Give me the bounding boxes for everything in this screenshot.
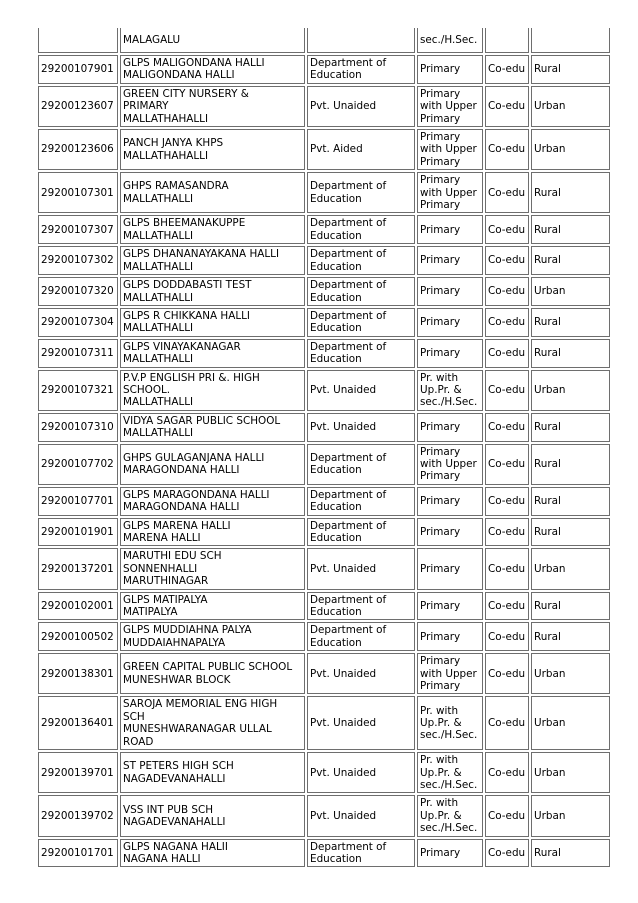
management-cell — [307, 172, 415, 213]
school-code-cell: 29200100502 — [38, 622, 118, 651]
management-line: Department of — [310, 248, 387, 261]
area-cell: Urban — [531, 653, 610, 694]
area-cell: Rural — [531, 839, 610, 868]
school-code-cell: 29200107302 — [38, 246, 118, 275]
management-cell — [307, 277, 415, 306]
table-row — [38, 370, 610, 411]
school-name-line: GHPS RAMASANDRA — [123, 180, 229, 193]
gender-cell: Co-edu — [485, 696, 529, 750]
category-line: Primary — [420, 562, 461, 575]
category-line: Primary — [420, 445, 461, 458]
management-cell — [307, 839, 415, 868]
category-cell — [417, 339, 483, 368]
school-name-cell — [120, 28, 305, 53]
management-line: Department of — [310, 488, 387, 501]
school-code-cell: 29200101901 — [38, 518, 118, 547]
table-row — [38, 548, 610, 589]
management-cell — [307, 444, 415, 485]
gender-cell: Co-edu — [485, 308, 529, 337]
gender-cell: Co-edu — [485, 518, 529, 547]
school-name-line: MALLATHALLI — [123, 353, 194, 366]
category-cell — [417, 413, 483, 442]
gender-cell: Co-edu — [485, 215, 529, 244]
management-line: Department of — [310, 309, 387, 322]
school-name-line: MARAGONDANA HALLI — [123, 501, 240, 514]
category-line: sec./H.Sec. — [420, 729, 478, 742]
category-line: sec./H.Sec. — [420, 396, 478, 409]
school-name-line: MUNESHWAR BLOCK — [123, 673, 231, 686]
management-line: Department of — [310, 624, 387, 637]
table-row — [38, 246, 610, 275]
management-line: Education — [310, 852, 362, 865]
school-code-cell: 29200123606 — [38, 129, 118, 170]
school-code-cell: 29200107311 — [38, 339, 118, 368]
category-line: Primary — [420, 680, 461, 693]
school-code-cell: 29200107320 — [38, 277, 118, 306]
school-name-line: MALAGALU — [123, 33, 181, 46]
school-name-line: MUNESHWARANAGAR ULLAL — [123, 723, 272, 736]
gender-cell: Co-edu — [485, 86, 529, 127]
management-line: Pvt. Unaided — [310, 420, 377, 433]
management-line: Pvt. Unaided — [310, 717, 377, 730]
table-row — [38, 795, 610, 836]
category-cell — [417, 548, 483, 589]
school-name-cell — [120, 653, 305, 694]
school-name-cell — [120, 518, 305, 547]
category-line: Up.Pr. & — [420, 766, 462, 779]
school-code-cell: 29200107304 — [38, 308, 118, 337]
table-row — [38, 339, 610, 368]
school-name-cell — [120, 548, 305, 589]
category-cell — [417, 487, 483, 516]
school-code-cell: 29200102001 — [38, 592, 118, 621]
management-line: Education — [310, 606, 362, 619]
school-name-line: MALLATHALLI — [123, 229, 194, 242]
school-name-line: GLPS DHANANAYAKANA HALLI — [123, 248, 280, 261]
category-line: Up.Pr. & — [420, 383, 462, 396]
management-line: Pvt. Unaided — [310, 766, 377, 779]
table-row — [38, 592, 610, 621]
category-cell — [417, 653, 483, 694]
category-line: Primary — [420, 599, 461, 612]
gender-cell: Co-edu — [485, 55, 529, 84]
management-cell — [307, 86, 415, 127]
category-cell — [417, 308, 483, 337]
management-line: Education — [310, 532, 362, 544]
school-code-cell: 29200107702 — [38, 444, 118, 485]
category-cell — [417, 129, 483, 170]
school-code-cell: 29200107310 — [38, 413, 118, 442]
management-line: Education — [310, 229, 362, 242]
category-line: Primary — [420, 346, 461, 359]
category-line: Primary — [420, 420, 461, 433]
category-line: Up.Pr. & — [420, 809, 462, 822]
management-cell — [307, 592, 415, 621]
school-name-line: NAGADEVANAHALLI — [123, 772, 226, 785]
management-line: Pvt. Unaided — [310, 100, 377, 113]
area-cell: Urban — [531, 370, 610, 411]
gender-cell: Co-edu — [485, 592, 529, 621]
school-name-cell — [120, 696, 305, 750]
category-cell — [417, 370, 483, 411]
gender-cell: Co-edu — [485, 277, 529, 306]
management-line: Pvt. Unaided — [310, 667, 377, 680]
area-cell: Rural — [531, 487, 610, 516]
table-row — [38, 172, 610, 213]
area-cell: Rural — [531, 246, 610, 275]
management-cell — [307, 246, 415, 275]
table-row — [38, 653, 610, 694]
school-name-cell — [120, 752, 305, 793]
management-line: Education — [310, 464, 362, 477]
school-name-line: GLPS MATIPALYA — [123, 593, 208, 606]
school-name-line: NAGANA HALLI — [123, 852, 201, 865]
school-name-line: GLPS DODDABASTI TEST — [123, 279, 252, 292]
table-row — [38, 129, 610, 170]
school-code-cell: 29200107321 — [38, 370, 118, 411]
school-name-line: P.V.P ENGLISH PRI &. HIGH — [123, 371, 260, 384]
category-line: with Upper — [420, 457, 477, 470]
management-line: Education — [310, 353, 362, 366]
category-line: Primary — [420, 470, 461, 483]
table-row — [38, 28, 610, 53]
management-line: Department of — [310, 217, 387, 230]
category-line: Up.Pr. & — [420, 717, 462, 730]
school-code-cell: 29200101701 — [38, 839, 118, 868]
area-cell: Rural — [531, 622, 610, 651]
school-code-cell: 29200107701 — [38, 487, 118, 516]
management-cell — [307, 28, 415, 53]
management-line: Education — [310, 636, 362, 649]
management-cell — [307, 622, 415, 651]
school-name-line: GLPS VINAYAKANAGAR — [123, 340, 241, 353]
area-cell: Urban — [531, 752, 610, 793]
school-name-line: MARUTHI EDU SCH — [123, 550, 222, 563]
category-line: Primary — [420, 846, 461, 859]
school-name-cell — [120, 622, 305, 651]
category-line: with Upper — [420, 667, 477, 680]
school-name-line: MALLATHALLI — [123, 427, 194, 440]
management-cell — [307, 696, 415, 750]
school-name-line: PANCH JANYA KHPS — [123, 137, 224, 150]
school-name-line: VIDYA SAGAR PUBLIC SCHOOL — [123, 414, 281, 427]
area-cell: Urban — [531, 277, 610, 306]
school-table — [36, 26, 612, 869]
category-cell — [417, 86, 483, 127]
school-name-line: MALIGONDANA HALLI — [123, 69, 235, 82]
management-line: Pvt. Unaided — [310, 809, 377, 822]
category-cell — [417, 622, 483, 651]
gender-cell: Co-edu — [485, 246, 529, 275]
category-cell — [417, 592, 483, 621]
category-line: Primary — [420, 254, 461, 267]
category-line: Primary — [420, 223, 461, 236]
category-line: sec./H.Sec. — [420, 778, 478, 791]
school-name-line: SCHOOL. — [123, 383, 171, 396]
management-cell — [307, 413, 415, 442]
management-line: Department of — [310, 840, 387, 853]
management-line: Pvt. Aided — [310, 143, 363, 156]
school-name-cell — [120, 413, 305, 442]
area-cell: Rural — [531, 413, 610, 442]
management-cell — [307, 339, 415, 368]
gender-cell: Co-edu — [485, 172, 529, 213]
category-line: with Upper — [420, 100, 477, 113]
category-line: Primary — [420, 87, 461, 100]
school-name-cell — [120, 444, 305, 485]
management-cell — [307, 370, 415, 411]
school-name-line: GREEN CITY NURSERY & — [123, 87, 249, 100]
category-line: sec./H.Sec. — [420, 822, 478, 835]
category-line: with Upper — [420, 143, 477, 156]
management-line: Department of — [310, 593, 387, 606]
category-line: Primary — [420, 285, 461, 298]
area-cell: Urban — [531, 548, 610, 589]
school-name-line: MALLATHALLI — [123, 322, 194, 335]
gender-cell: Co-edu — [485, 795, 529, 836]
school-name-line: MALLATHALLI — [123, 291, 194, 304]
category-cell — [417, 55, 483, 84]
gender-cell — [485, 28, 529, 53]
school-code-cell: 29200107307 — [38, 215, 118, 244]
area-cell: Rural — [531, 592, 610, 621]
school-name-line: GLPS MARAGONDANA HALLI — [123, 488, 270, 501]
category-line: Pr. with — [420, 754, 459, 767]
category-line: Primary — [420, 525, 461, 538]
category-line: Primary — [420, 174, 461, 187]
category-cell — [417, 277, 483, 306]
table-row — [38, 413, 610, 442]
school-name-cell — [120, 172, 305, 213]
area-cell: Rural — [531, 172, 610, 213]
category-cell — [417, 28, 483, 53]
area-cell: Rural — [531, 55, 610, 84]
category-line: sec./H.Sec. — [420, 33, 478, 46]
school-name-line: MARENA HALLI — [123, 532, 201, 544]
school-name-cell — [120, 215, 305, 244]
area-cell: Rural — [531, 215, 610, 244]
school-name-line: MATIPALYA — [123, 606, 178, 619]
management-line: Education — [310, 501, 362, 514]
school-code-cell: 29200137201 — [38, 548, 118, 589]
school-code-cell — [38, 28, 118, 53]
school-name-line: GLPS MALIGONDANA HALLI — [123, 57, 265, 69]
school-name-line: ST PETERS HIGH SCH — [123, 760, 234, 773]
management-cell — [307, 55, 415, 84]
management-cell — [307, 129, 415, 170]
management-line: Department of — [310, 340, 387, 353]
school-name-line: VSS INT PUB SCH — [123, 803, 214, 816]
table-row — [38, 752, 610, 793]
school-code-cell: 29200107901 — [38, 55, 118, 84]
gender-cell: Co-edu — [485, 487, 529, 516]
category-line: Primary — [420, 199, 461, 212]
school-code-cell: 29200139701 — [38, 752, 118, 793]
category-line: Primary — [420, 316, 461, 329]
area-cell: Urban — [531, 795, 610, 836]
management-cell — [307, 752, 415, 793]
management-line: Education — [310, 69, 362, 82]
school-name-cell — [120, 55, 305, 84]
category-cell — [417, 172, 483, 213]
area-cell: Rural — [531, 339, 610, 368]
gender-cell: Co-edu — [485, 839, 529, 868]
category-line: Primary — [420, 155, 461, 168]
school-code-cell: 29200107301 — [38, 172, 118, 213]
area-cell: Urban — [531, 86, 610, 127]
category-cell — [417, 444, 483, 485]
school-name-cell — [120, 277, 305, 306]
management-line: Department of — [310, 57, 387, 69]
category-line: Pr. with — [420, 797, 459, 810]
management-line: Education — [310, 260, 362, 273]
area-cell: Rural — [531, 444, 610, 485]
management-line: Department of — [310, 519, 387, 532]
school-name-line: MALLATHALLI — [123, 396, 194, 409]
table-row — [38, 696, 610, 750]
school-name-line: GLPS MARENA HALLI — [123, 519, 231, 532]
gender-cell: Co-edu — [485, 129, 529, 170]
category-cell — [417, 246, 483, 275]
table-row — [38, 622, 610, 651]
school-name-line: MARUTHINAGAR — [123, 575, 209, 588]
school-name-line: SCH — [123, 710, 145, 723]
school-name-line: SAROJA MEMORIAL ENG HIGH — [123, 698, 278, 711]
school-name-line: ROAD — [123, 735, 154, 748]
management-line: Department of — [310, 451, 387, 464]
gender-cell: Co-edu — [485, 548, 529, 589]
table-row — [38, 518, 610, 547]
gender-cell: Co-edu — [485, 444, 529, 485]
school-name-line: MALLATHALLI — [123, 192, 194, 205]
management-line: Pvt. Unaided — [310, 383, 377, 396]
school-name-line: PRIMARY — [123, 100, 169, 113]
category-line: Primary — [420, 131, 461, 144]
school-name-cell — [120, 370, 305, 411]
table-row — [38, 487, 610, 516]
gender-cell: Co-edu — [485, 752, 529, 793]
table-row — [38, 215, 610, 244]
category-line: Primary — [420, 63, 461, 76]
management-line: Department of — [310, 180, 387, 193]
area-cell: Rural — [531, 518, 610, 547]
management-line: Department of — [310, 279, 387, 292]
school-name-line: MALLATHAHALLI — [123, 149, 209, 162]
table-row — [38, 55, 610, 84]
school-name-line: MALLATHAHALLI — [123, 112, 209, 125]
category-cell — [417, 839, 483, 868]
management-cell — [307, 487, 415, 516]
table-row — [38, 308, 610, 337]
school-name-cell — [120, 339, 305, 368]
management-line: Education — [310, 322, 362, 335]
category-line: Primary — [420, 655, 461, 668]
school-name-line: GLPS NAGANA HALII — [123, 840, 228, 853]
table-row — [38, 86, 610, 127]
school-name-line: SONNENHALLI — [123, 562, 198, 575]
category-cell — [417, 795, 483, 836]
table-row — [38, 444, 610, 485]
management-line: Pvt. Unaided — [310, 562, 377, 575]
table-row — [38, 277, 610, 306]
gender-cell: Co-edu — [485, 653, 529, 694]
school-code-cell: 29200136401 — [38, 696, 118, 750]
management-cell — [307, 795, 415, 836]
category-line: Primary — [420, 112, 461, 125]
category-line: Pr. with — [420, 704, 459, 717]
school-name-cell — [120, 592, 305, 621]
gender-cell: Co-edu — [485, 370, 529, 411]
category-line: with Upper — [420, 186, 477, 199]
table-row — [38, 839, 610, 868]
school-name-line: MALLATHALLI — [123, 260, 194, 273]
school-name-cell — [120, 839, 305, 868]
management-line: Education — [310, 192, 362, 205]
school-code-cell: 29200139702 — [38, 795, 118, 836]
school-code-cell: 29200138301 — [38, 653, 118, 694]
area-cell: Rural — [531, 308, 610, 337]
school-name-cell — [120, 795, 305, 836]
category-cell — [417, 752, 483, 793]
school-table-body — [38, 28, 610, 867]
category-cell — [417, 696, 483, 750]
school-name-cell — [120, 246, 305, 275]
gender-cell: Co-edu — [485, 339, 529, 368]
management-cell — [307, 653, 415, 694]
school-name-line: MARAGONDANA HALLI — [123, 464, 240, 477]
school-name-line: GLPS MUDDIAHNA PALYA — [123, 624, 252, 637]
management-cell — [307, 308, 415, 337]
school-name-line: GHPS GULAGANJANA HALLI — [123, 451, 265, 464]
school-name-line: GLPS BHEEMANAKUPPE — [123, 217, 246, 230]
category-cell — [417, 518, 483, 547]
school-name-cell — [120, 487, 305, 516]
school-code-cell: 29200123607 — [38, 86, 118, 127]
school-name-line: NAGADEVANAHALLI — [123, 815, 226, 828]
school-name-cell — [120, 86, 305, 127]
area-cell: Urban — [531, 696, 610, 750]
gender-cell: Co-edu — [485, 622, 529, 651]
school-name-line: MUDDAIAHNAPALYA — [123, 636, 226, 649]
school-name-line: GREEN CAPITAL PUBLIC SCHOOL — [123, 661, 293, 674]
category-cell — [417, 215, 483, 244]
school-name-line: GLPS R CHIKKANA HALLI — [123, 309, 250, 322]
management-line: Education — [310, 291, 362, 304]
category-line: Primary — [420, 494, 461, 507]
school-name-cell — [120, 308, 305, 337]
management-cell — [307, 548, 415, 589]
school-name-cell — [120, 129, 305, 170]
category-line: Pr. with — [420, 371, 459, 384]
area-cell — [531, 28, 610, 53]
management-cell — [307, 215, 415, 244]
gender-cell: Co-edu — [485, 413, 529, 442]
area-cell: Urban — [531, 129, 610, 170]
category-line: Primary — [420, 630, 461, 643]
management-cell — [307, 518, 415, 547]
